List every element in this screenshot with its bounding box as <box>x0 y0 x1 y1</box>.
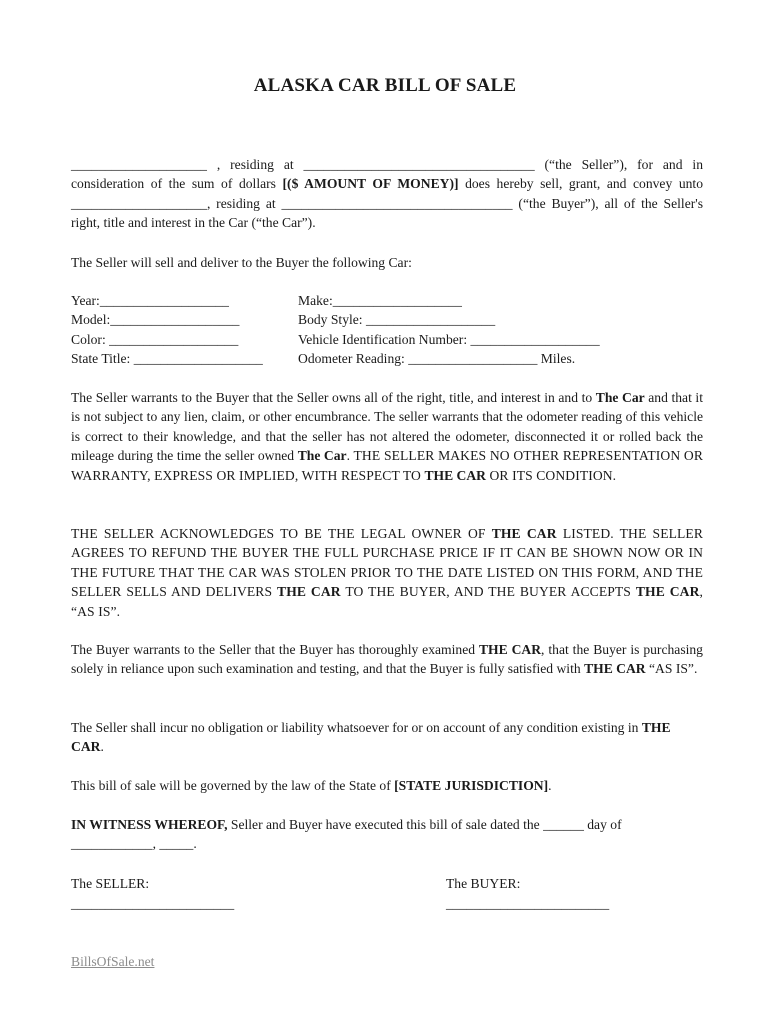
jurisdiction-text-2: . <box>548 778 552 793</box>
state-jurisdiction-placeholder: [STATE JURISDICTION] <box>394 778 549 793</box>
the-car-bold: The Car <box>595 390 645 405</box>
witness-paragraph <box>71 815 703 854</box>
buyer-text-2: , that the Buyer is purchasing solely in reliance upon such examination and testing, and that the Buyer is fully satisfied with <box>71 642 703 677</box>
buyer-text-1: The Buyer warrants to the Seller that the Buyer has thoroughly examined <box>71 642 479 657</box>
warranty-text-4: OR ITS CONDITION. <box>486 467 617 483</box>
amount-placeholder: [($ AMOUNT OF MONEY)] <box>282 176 459 192</box>
field-row <box>71 291 671 310</box>
buyer-warranty-paragraph <box>71 640 703 679</box>
year-field: Year:___________________ <box>71 293 229 308</box>
buyer-signature-block <box>446 874 609 914</box>
seller-warranty-paragraph <box>71 388 703 485</box>
buyer-label: The BUYER: <box>446 876 521 891</box>
liability-text-2: . <box>100 739 104 755</box>
the-car-bold: THE CAR <box>584 661 646 677</box>
field-row <box>71 310 671 329</box>
vehicle-fields <box>71 291 671 369</box>
ownership-text-2: LISTED. THE SELLER AGREES TO REFUND THE BUYER THE FULL PURCHASE PRICE IF IT CAN BE SHOWN NOW OR IN THE FUTURE THAT THE CAR WAS STOLEN PRIOR TO THE DATE LISTED ON THIS FORM, AND THE SELLER SELLS AND DELIVERS <box>71 526 703 600</box>
field-row <box>71 330 671 349</box>
parties-text-1: ____________________ , residing at __________________________________ (“the Seller”), for and in consideration of the sum of dollars <box>71 157 703 192</box>
ownership-paragraph <box>71 524 703 621</box>
color-field: Color: ___________________ <box>71 331 239 347</box>
the-car-bold: The Car <box>297 448 347 464</box>
jurisdiction-paragraph <box>71 776 703 795</box>
seller-signature-block <box>71 874 234 914</box>
witness-heading: IN WITNESS WHEREOF, <box>71 817 228 832</box>
the-car-bold: THE CAR <box>491 526 557 541</box>
model-field: Model:___________________ <box>71 312 240 328</box>
jurisdiction-text-1: This bill of sale will be governed by the law of the State of <box>71 778 395 793</box>
the-car-bold: THE CAR <box>635 584 700 600</box>
the-car-bold: THE CAR <box>277 584 341 600</box>
seller-signature-line: ________________________ <box>71 896 235 912</box>
the-car-bold: THE CAR <box>424 467 486 483</box>
state-title-field: State Title: ___________________ <box>71 351 263 367</box>
the-car-bold: THE CAR <box>71 720 671 755</box>
make-field: Make:___________________ <box>298 293 462 308</box>
body-style-field: Body Style: ___________________ <box>298 312 496 328</box>
ownership-text-1: THE SELLER ACKNOWLEDGES TO BE THE LEGAL OWNER OF <box>71 526 492 541</box>
ownership-text-3: TO THE BUYER, AND THE BUYER ACCEPTS <box>340 584 636 600</box>
witness-text: Seller and Buyer have executed this bill of sale dated the ______ day of ____________, _____. <box>71 817 622 852</box>
document-title: ALASKA CAR BILL OF SALE <box>253 75 517 96</box>
liability-paragraph <box>71 718 703 757</box>
odometer-field: Odometer Reading: ___________________ Miles. <box>298 351 576 367</box>
warranty-text-1: The Seller warrants to the Buyer that the Seller owns all of the right, title, and interest in and to <box>71 390 596 405</box>
warranty-text-2: and that it is not subject to any lien, claim, or other encumbrance. The seller warrants that the odometer reading of this vehicle is correct to their knowledge, and that the seller has not altered the odometer, disconnected it or rolled back the mileage during the time the seller owned <box>71 390 703 464</box>
field-row <box>71 349 671 368</box>
warranty-text-3: . THE SELLER MAKES NO OTHER REPRESENTATION OR WARRANTY, EXPRESS OR IMPLIED, WITH RESPECT TO <box>71 448 704 483</box>
parties-text-2: does hereby sell, grant, and convey unto ____________________, residing at __________________________________ (“the Buyer”), all of the Seller's right, title and interest in the Car (“the Car”). <box>71 176 703 231</box>
sell-deliver-paragraph: The Seller will sell and deliver to the Buyer the following Car: <box>71 255 412 270</box>
vin-field: Vehicle Identification Number: ___________________ <box>298 331 600 347</box>
buyer-signature-line: ________________________ <box>446 896 610 912</box>
seller-label: The SELLER: <box>71 876 150 891</box>
the-car-bold: THE CAR <box>478 642 542 657</box>
parties-paragraph <box>71 155 703 233</box>
ownership-text-4: , “AS IS”. <box>71 584 704 619</box>
buyer-text-3: “AS IS”. <box>645 661 698 677</box>
liability-text-1: The Seller shall incur no obligation or liability whatsoever for or on account of any condition existing in <box>71 720 642 735</box>
billsofsale-link[interactable]: BillsOfSale.net <box>71 954 155 969</box>
